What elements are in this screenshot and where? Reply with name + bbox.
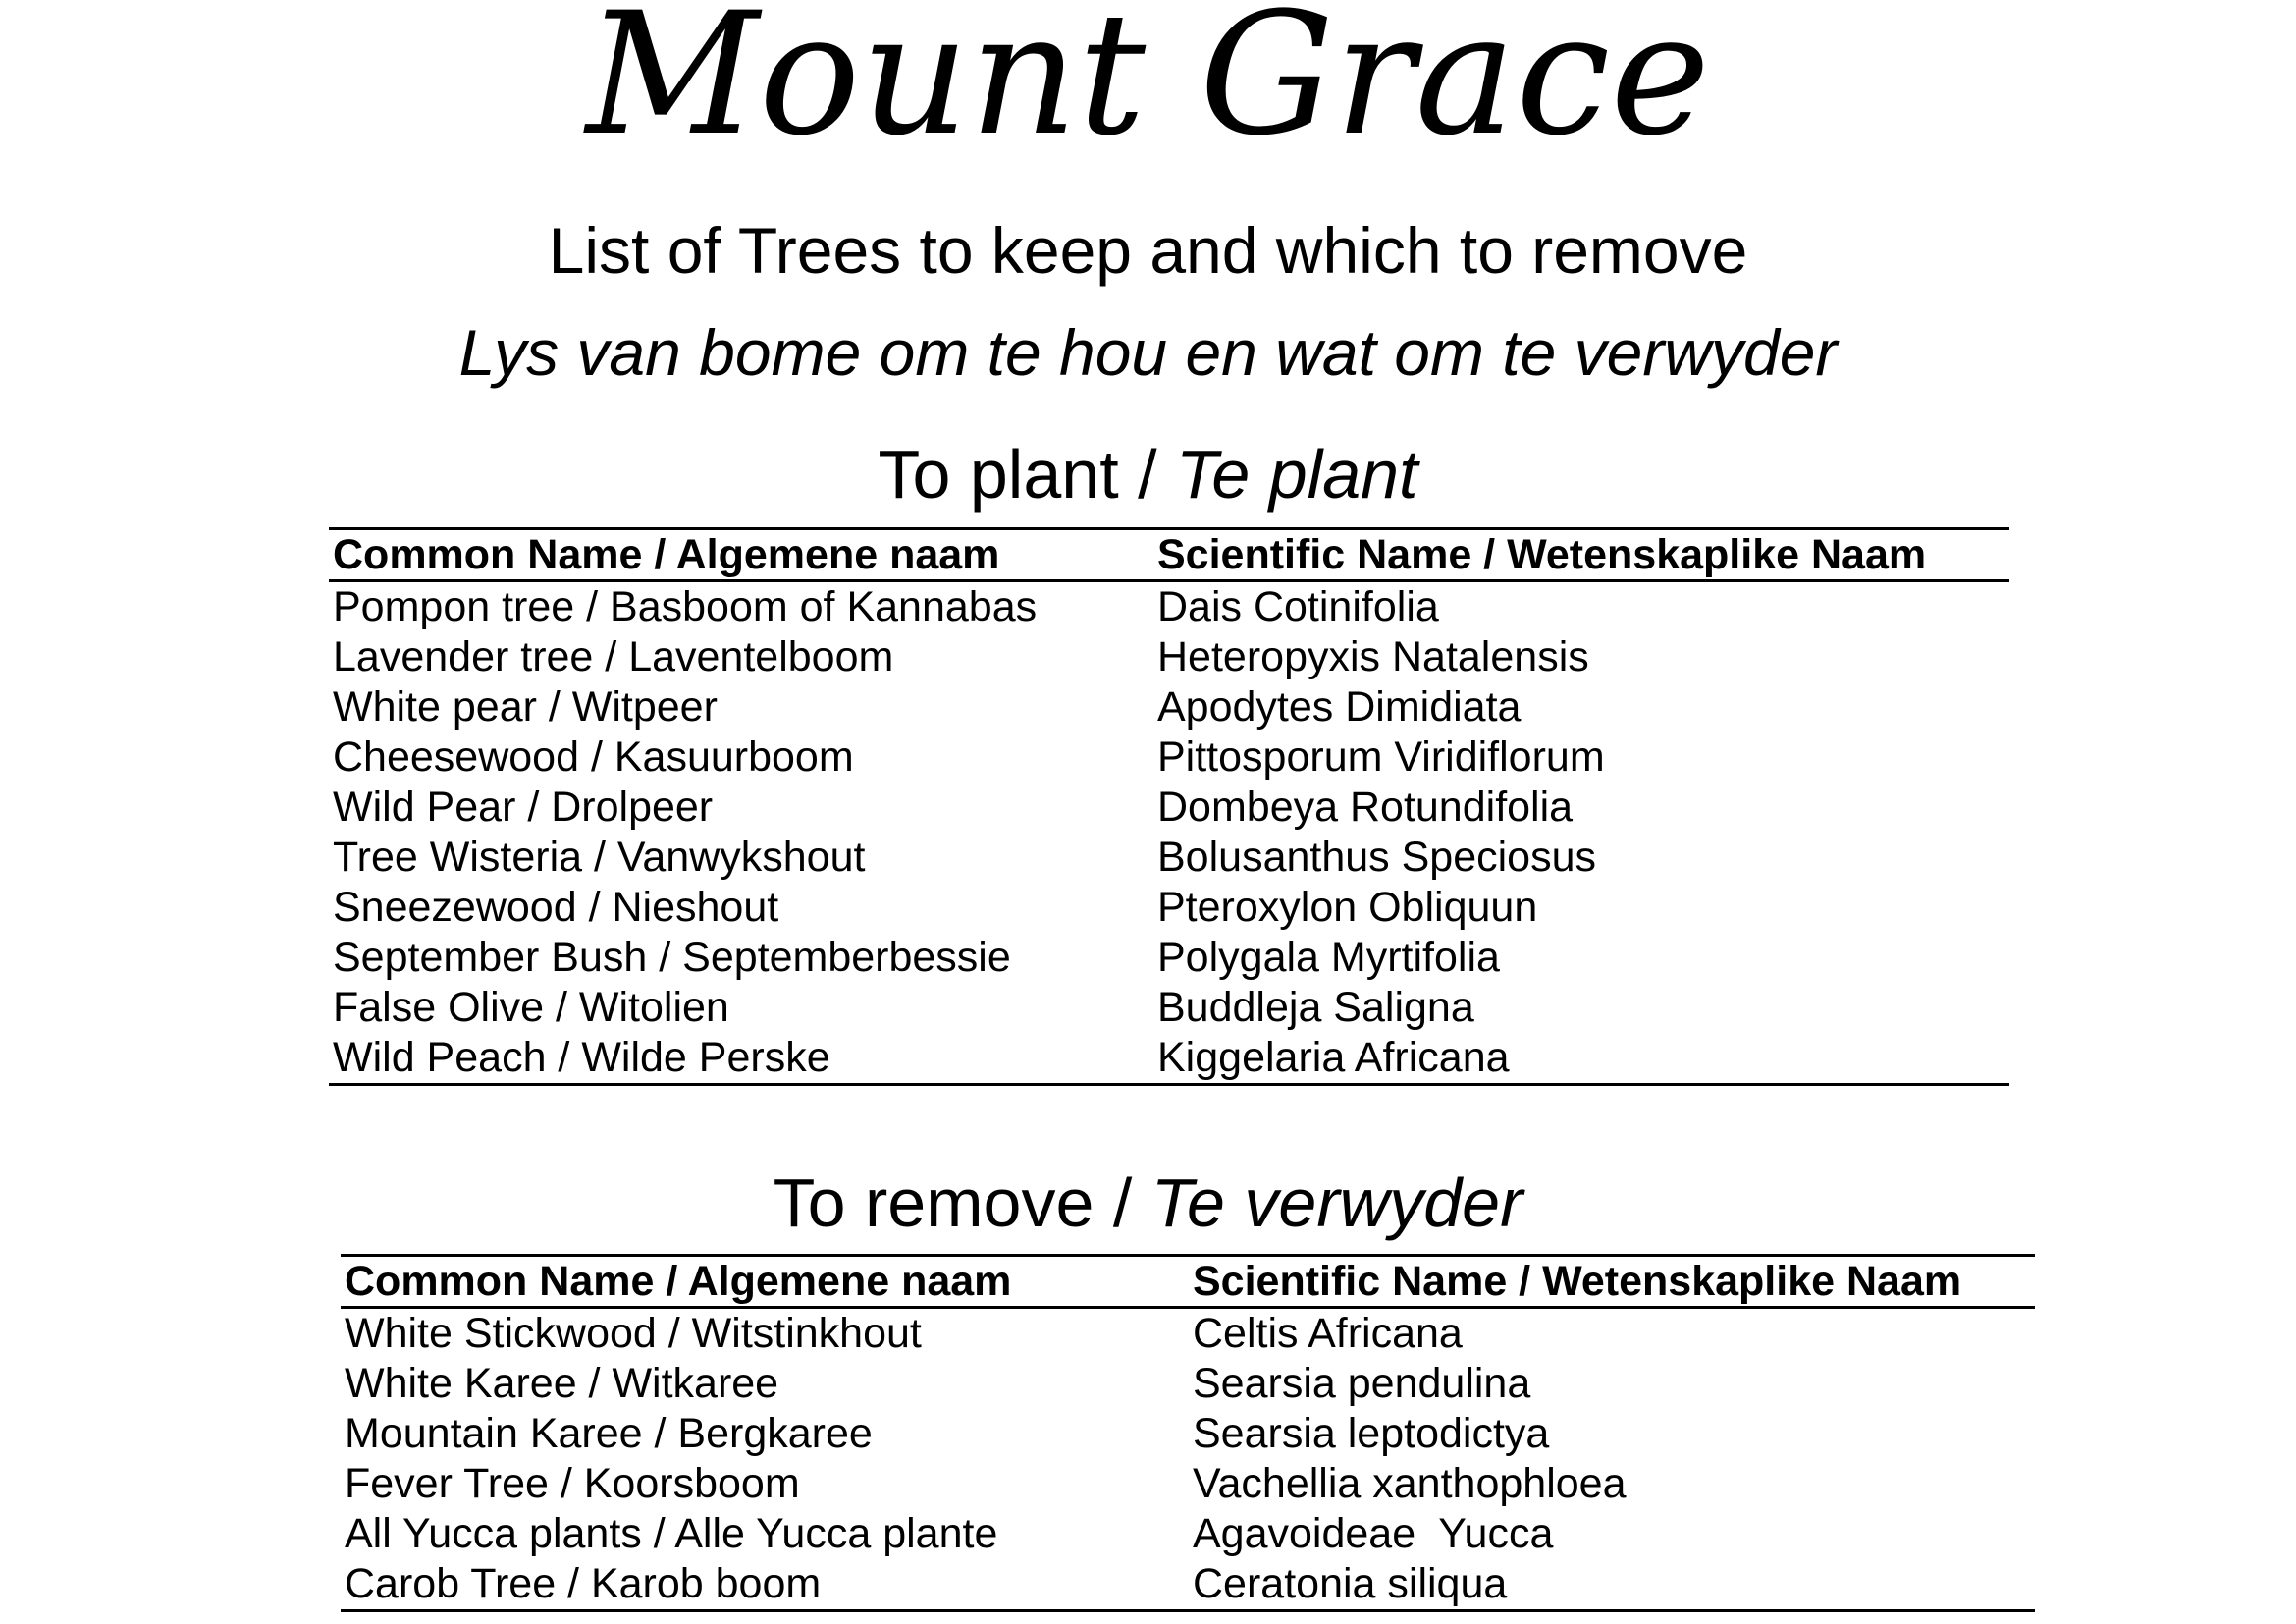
table-row bbox=[341, 1459, 2035, 1509]
scientific-name-cell: Agavoideae Yucca bbox=[1193, 1510, 1554, 1557]
plant-header-scientific: Scientific Name / Wetenskaplike Naam bbox=[1153, 529, 2009, 581]
table-row bbox=[341, 1409, 2035, 1459]
table-row bbox=[329, 1033, 2009, 1085]
table-row bbox=[329, 581, 2009, 633]
remove-header-common: Common Name / Algemene naam bbox=[341, 1256, 1189, 1308]
common-name-cell: All Yucca plants / Alle Yucca plante bbox=[345, 1510, 998, 1557]
remove-table bbox=[341, 1254, 2035, 1612]
remove-heading-english: To remove / bbox=[773, 1164, 1151, 1241]
page-title: Mount Grace bbox=[585, 0, 1711, 173]
table-row bbox=[329, 833, 2009, 883]
common-name-cell: Mountain Karee / Bergkaree bbox=[345, 1410, 873, 1457]
scientific-name-cell: Searsia leptodictya bbox=[1193, 1410, 1550, 1457]
table-row bbox=[329, 783, 2009, 833]
scientific-name-cell: Pteroxylon Obliquun bbox=[1157, 884, 1538, 931]
plant-heading-afrikaans: Te plant bbox=[1176, 436, 1418, 513]
plant-section-heading bbox=[0, 436, 2296, 513]
common-name-cell: Lavender tree / Laventelboom bbox=[333, 633, 894, 680]
remove-table-header-row bbox=[341, 1256, 2035, 1308]
scientific-name-cell: Heteropyxis Natalensis bbox=[1157, 633, 1589, 680]
scientific-name-cell: Pittosporum Viridiflorum bbox=[1157, 733, 1605, 781]
common-name-cell: White Karee / Witkaree bbox=[345, 1360, 779, 1407]
table-row bbox=[329, 933, 2009, 983]
common-name-cell: Sneezewood / Nieshout bbox=[333, 884, 779, 931]
common-name-cell: Carob Tree / Karob boom bbox=[341, 1559, 1189, 1611]
common-name-cell: White pear / Witpeer bbox=[333, 683, 718, 731]
plant-header-common: Common Name / Algemene naam bbox=[329, 529, 1153, 581]
table-row bbox=[329, 732, 2009, 783]
plant-table-header-row bbox=[329, 529, 2009, 581]
common-name-cell: Fever Tree / Koorsboom bbox=[345, 1460, 800, 1507]
scientific-name-cell: Celtis Africana bbox=[1193, 1310, 1463, 1357]
table-row bbox=[329, 883, 2009, 933]
table-row bbox=[329, 632, 2009, 682]
common-name-cell: Wild Peach / Wilde Perske bbox=[329, 1033, 1153, 1085]
scientific-name-cell: Apodytes Dimidiata bbox=[1157, 683, 1522, 731]
scientific-name-cell: Kiggelaria Africana bbox=[1153, 1033, 2009, 1085]
scientific-name-cell: Buddleja Saligna bbox=[1157, 984, 1474, 1031]
table-row bbox=[341, 1359, 2035, 1409]
table-row bbox=[329, 983, 2009, 1033]
scientific-name-cell: Vachellia xanthophloea bbox=[1193, 1460, 1627, 1507]
table-row bbox=[329, 682, 2009, 732]
scientific-name-cell: Polygala Myrtifolia bbox=[1157, 934, 1500, 981]
scientific-name-cell: Ceratonia siliqua bbox=[1189, 1559, 2035, 1611]
scientific-name-cell: Bolusanthus Speciosus bbox=[1157, 834, 1597, 881]
table-row bbox=[341, 1308, 2035, 1360]
common-name-cell: Pompon tree / Basboom of Kannabas bbox=[333, 583, 1038, 630]
scientific-name-cell: Dombeya Rotundifolia bbox=[1157, 784, 1574, 831]
subtitle-afrikaans: Lys van bome om te hou en wat om te verwyder bbox=[458, 316, 1838, 389]
remove-section-heading bbox=[0, 1164, 2296, 1241]
common-name-cell: Wild Pear / Drolpeer bbox=[333, 784, 714, 831]
common-name-cell: Tree Wisteria / Vanwykshout bbox=[333, 834, 866, 881]
remove-heading-afrikaans: Te verwyder bbox=[1150, 1164, 1523, 1241]
common-name-cell: False Olive / Witolien bbox=[333, 984, 729, 1031]
scientific-name-cell: Searsia pendulina bbox=[1193, 1360, 1531, 1407]
table-row bbox=[341, 1509, 2035, 1559]
common-name-cell: September Bush / Septemberbessie bbox=[333, 934, 1011, 981]
common-name-cell: White Stickwood / Witstinkhout bbox=[345, 1310, 922, 1357]
subtitle: List of Trees to keep and which to remove bbox=[548, 214, 1748, 287]
plant-heading-english: To plant / bbox=[878, 436, 1176, 513]
plant-table bbox=[329, 527, 2009, 1086]
table-row bbox=[341, 1559, 2035, 1611]
scientific-name-cell: Dais Cotinifolia bbox=[1157, 583, 1439, 630]
common-name-cell: Cheesewood / Kasuurboom bbox=[333, 733, 854, 781]
remove-header-scientific: Scientific Name / Wetenskaplike Naam bbox=[1189, 1256, 2035, 1308]
